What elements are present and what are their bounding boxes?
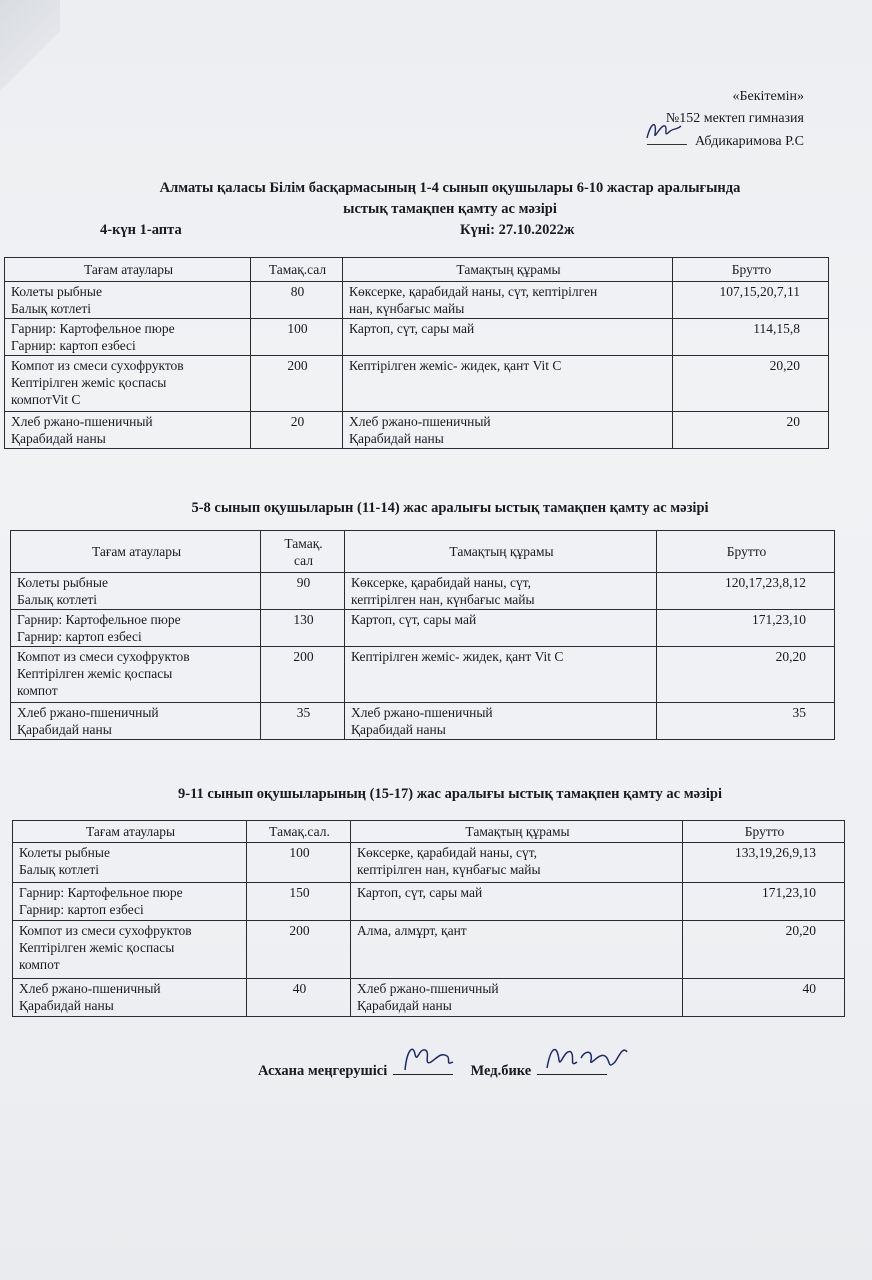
- dish-name-kz: Кептірілген жеміс қоспасы: [19, 940, 175, 955]
- header-brutto: Брутто: [683, 821, 845, 843]
- dish-name: [13, 843, 247, 883]
- header-portion: Тамақ.сал.: [247, 821, 351, 843]
- composition-line: Хлеб ржано-пшеничный: [351, 705, 493, 720]
- page-title-line-1: Алматы қаласы Білім басқармасының 1-4 сынып оқушылары 6-10 жастар аралығында: [159, 180, 741, 196]
- portion-weight: 40: [247, 979, 351, 1017]
- dish-name: [5, 319, 251, 356]
- director-signature-line: [647, 130, 687, 145]
- page-title-line-2: ыстық тамақпен қамту ас мәзірі: [343, 201, 557, 217]
- approval-line-2: №152 мектеп гимназия: [665, 111, 804, 126]
- portion-weight: 100: [251, 319, 343, 356]
- brutto-value: 107,15,20,7,11: [673, 282, 829, 319]
- dish-name: [11, 647, 261, 703]
- section-2-title-text: 5-8 сынып оқушыларын (11-14) жас аралығы ыстық тамақпен қамту ас мәзірі: [191, 500, 709, 516]
- composition: [343, 282, 673, 319]
- table-row: [11, 610, 835, 647]
- composition: Картоп, сүт, сары май: [345, 610, 657, 647]
- composition-line: Қарабидай наны: [357, 998, 452, 1013]
- day-week-label: 4-күн 1-апта: [100, 222, 182, 238]
- dish-name: [5, 356, 251, 412]
- composition: Картоп, сүт, сары май: [351, 883, 683, 921]
- composition-line: Хлеб ржано-пшеничный: [349, 414, 491, 429]
- header-dish-name: Тағам атаулары: [5, 258, 251, 282]
- dish-name: [5, 412, 251, 449]
- dish-name-ru: Колеты рыбные: [19, 845, 110, 860]
- dish-name: [13, 883, 247, 921]
- brutto-value: 20,20: [683, 921, 845, 979]
- dish-name-kz: Қарабидай наны: [11, 431, 106, 446]
- composition-line: кептірілген нан, күнбағыс майы: [351, 592, 535, 607]
- table-row: [5, 412, 829, 449]
- brutto-value: 40: [683, 979, 845, 1017]
- approval-block: [647, 86, 804, 153]
- table-row: [5, 356, 829, 412]
- dish-name-kz: Балық котлеті: [19, 862, 99, 877]
- director-signature-icon: [643, 116, 687, 144]
- head-cook-signature-icon: [397, 1040, 457, 1076]
- header-dish-name: Тағам атаулары: [11, 531, 261, 573]
- dish-name-ru: Колеты рыбные: [17, 575, 108, 590]
- table-row: [13, 883, 845, 921]
- composition: [343, 412, 673, 449]
- dish-name: [11, 610, 261, 647]
- composition: [345, 703, 657, 740]
- dish-name-ru: Гарнир: Картофельное пюре: [17, 612, 181, 627]
- dish-name: [5, 282, 251, 319]
- portion-weight: 200: [251, 356, 343, 412]
- dish-name-ru: Хлеб ржано-пшеничный: [11, 414, 153, 429]
- menu-table-grades-1-4: [4, 257, 829, 449]
- composition-line: Көксерке, қарабидай наны, сүт,: [357, 845, 537, 860]
- section-2-title: [60, 498, 840, 519]
- header-portion-line-2: сал: [293, 552, 313, 568]
- composition: Алма, алмұрт, қант: [351, 921, 683, 979]
- brutto-value: 20,20: [673, 356, 829, 412]
- table-row: [13, 843, 845, 883]
- date-label: Күні: 27.10.2022ж: [460, 222, 575, 238]
- dish-name-kz: Гарнир: картоп езбесі: [11, 338, 136, 353]
- composition-line: Көксерке, қарабидай наны, сүт,: [351, 575, 531, 590]
- brutto-value: 171,23,10: [683, 883, 845, 921]
- dish-name-ru: Гарнир: Картофельное пюре: [11, 321, 175, 336]
- portion-weight: 35: [261, 703, 345, 740]
- dish-name-extra: компотVit C: [11, 392, 81, 407]
- composition: [351, 979, 683, 1017]
- dish-name-ru: Компот из смеси сухофруктов: [17, 649, 190, 664]
- header-composition: Тамақтың құрамы: [343, 258, 673, 282]
- dish-name-ru: Компот из смеси сухофруктов: [19, 923, 192, 938]
- composition: Кептірілген жеміс- жидек, қант Vit C: [343, 356, 673, 412]
- portion-weight: 80: [251, 282, 343, 319]
- portion-weight: 150: [247, 883, 351, 921]
- dish-name-kz: Қарабидай наны: [17, 722, 112, 737]
- table-row: [13, 979, 845, 1017]
- dish-name-extra: компот: [17, 683, 58, 698]
- table-row: [11, 647, 835, 703]
- portion-weight: 200: [247, 921, 351, 979]
- portion-weight: 130: [261, 610, 345, 647]
- page-title: [60, 178, 840, 220]
- dish-name-kz: Кептірілген жеміс қоспасы: [17, 666, 173, 681]
- dish-name-kz: Кептірілген жеміс қоспасы: [11, 375, 167, 390]
- nurse-signature-line: [537, 1062, 607, 1075]
- menu-table-grades-9-11: [12, 820, 845, 1017]
- dish-name: [13, 921, 247, 979]
- paper-fold-shadow: [0, 0, 60, 90]
- menu-table-grades-5-8: [10, 530, 835, 740]
- dish-name-ru: Гарнир: Картофельное пюре: [19, 885, 183, 900]
- head-cook-label: Асхана меңгерушісі: [258, 1063, 388, 1079]
- signatures-footer: [258, 1062, 621, 1080]
- brutto-value: 171,23,10: [657, 610, 835, 647]
- section-3-title: [60, 784, 840, 805]
- dish-name-ru: Хлеб ржано-пшеничный: [19, 981, 161, 996]
- dish-name-extra: компот: [19, 957, 60, 972]
- table-row: [11, 703, 835, 740]
- nurse-signature-icon: [541, 1038, 631, 1078]
- table-row: [5, 282, 829, 319]
- portion-weight: 200: [261, 647, 345, 703]
- composition-line: кептірілген нан, күнбағыс майы: [357, 862, 541, 877]
- composition-line: Хлеб ржано-пшеничный: [357, 981, 499, 996]
- dish-name-ru: Хлеб ржано-пшеничный: [17, 705, 159, 720]
- dish-name: [11, 703, 261, 740]
- header-brutto: Брутто: [673, 258, 829, 282]
- header-portion-line-1: Тамақ.: [284, 535, 323, 551]
- composition: [345, 573, 657, 610]
- approval-line-3: [647, 130, 804, 153]
- dish-name-kz: Гарнир: картоп езбесі: [17, 629, 142, 644]
- brutto-value: 20: [673, 412, 829, 449]
- table-row: [13, 921, 845, 979]
- dish-name: [11, 573, 261, 610]
- dish-name-kz: Балық котлеті: [11, 301, 91, 316]
- composition: Кептірілген жеміс- жидек, қант Vit C: [345, 647, 657, 703]
- header-brutto: Брутто: [657, 531, 835, 573]
- dish-name-ru: Колеты рыбные: [11, 284, 102, 299]
- brutto-value: 120,17,23,8,12: [657, 573, 835, 610]
- brutto-value: 35: [657, 703, 835, 740]
- header-portion: [261, 531, 345, 573]
- composition-line: Қарабидай наны: [351, 722, 446, 737]
- header-composition: Тамақтың құрамы: [351, 821, 683, 843]
- table-row: [11, 573, 835, 610]
- portion-weight: 90: [261, 573, 345, 610]
- brutto-value: 20,20: [657, 647, 835, 703]
- portion-weight: 20: [251, 412, 343, 449]
- composition-line: Қарабидай наны: [349, 431, 444, 446]
- table-row: [5, 319, 829, 356]
- dish-name: [13, 979, 247, 1017]
- director-name: Абдикаримова Р.С: [695, 134, 804, 149]
- dish-name-ru: Компот из смеси сухофруктов: [11, 358, 184, 373]
- portion-weight: 100: [247, 843, 351, 883]
- header-composition: Тамақтың құрамы: [345, 531, 657, 573]
- dish-name-kz: Балық котлеті: [17, 592, 97, 607]
- composition-line: Көксерке, қарабидай наны, сүт, кептірілген: [349, 284, 598, 299]
- dish-name-kz: Қарабидай наны: [19, 998, 114, 1013]
- approval-line-1: «Бекітемін»: [732, 89, 804, 104]
- composition-line: нан, күнбағыс майы: [349, 301, 465, 316]
- header-portion: Тамақ.сал: [251, 258, 343, 282]
- nurse-label: Мед.бике: [470, 1063, 532, 1079]
- composition: [351, 843, 683, 883]
- brutto-value: 114,15,8: [673, 319, 829, 356]
- brutto-value: 133,19,26,9,13: [683, 843, 845, 883]
- dish-name-kz: Гарнир: картоп езбесі: [19, 902, 144, 917]
- composition: Картоп, сүт, сары май: [343, 319, 673, 356]
- header-dish-name: Тағам атаулары: [13, 821, 247, 843]
- head-cook-signature-line: [393, 1062, 453, 1075]
- section-3-title-text: 9-11 сынып оқушыларының (15-17) жас аралығы ыстық тамақпен қамту ас мәзірі: [177, 786, 722, 802]
